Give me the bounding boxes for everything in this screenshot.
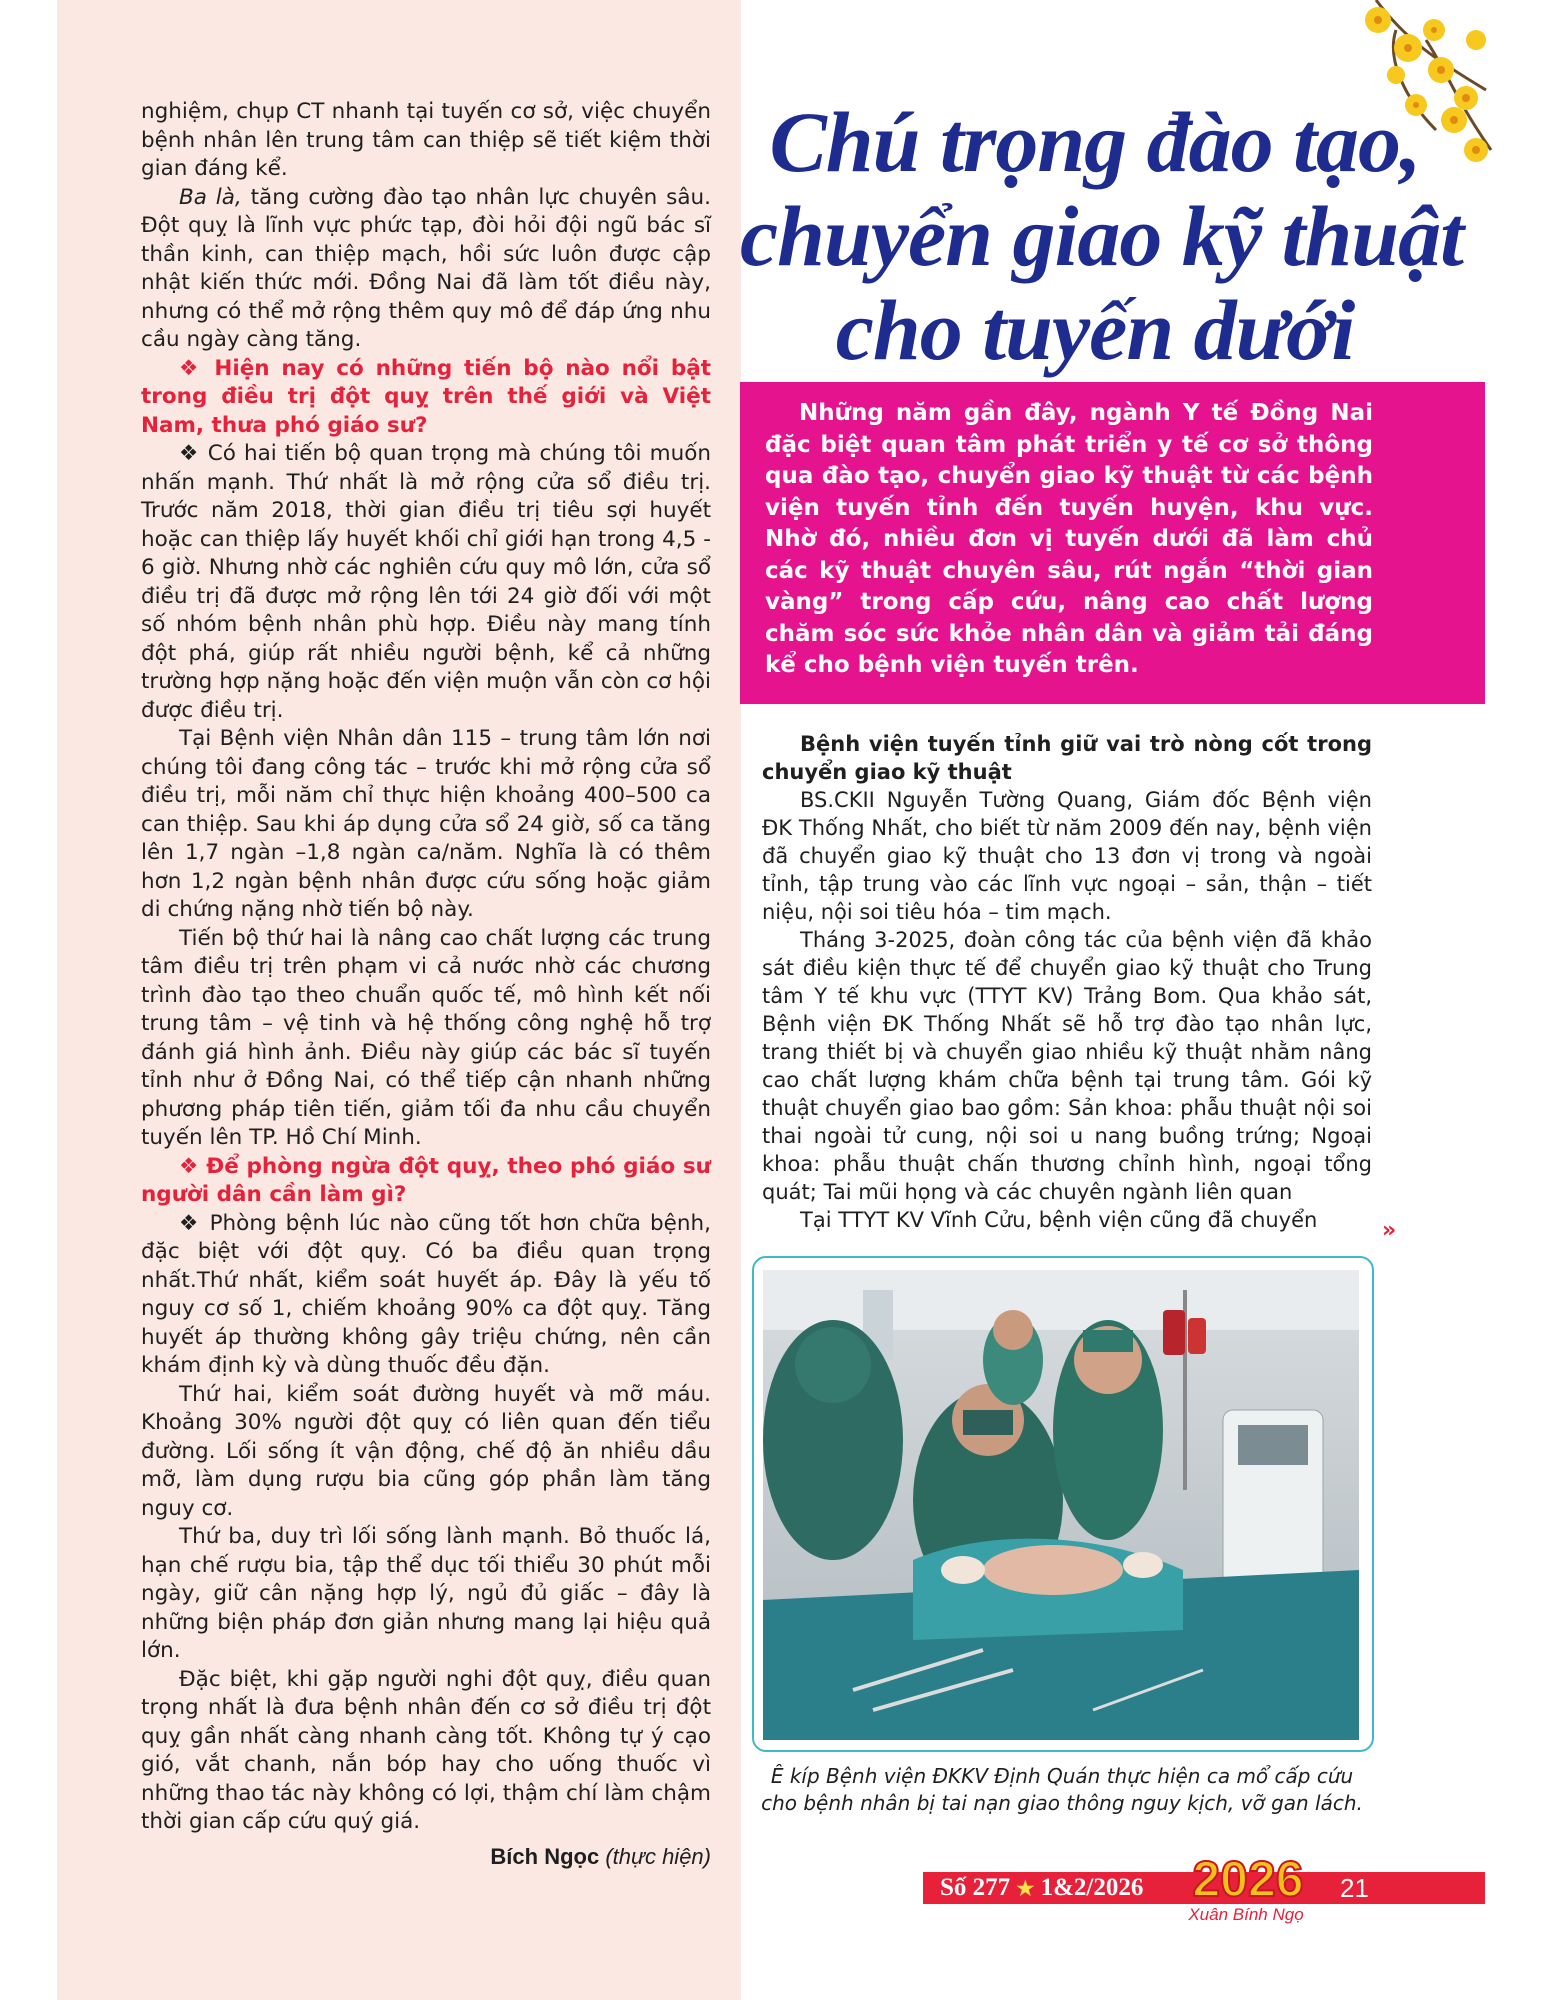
title-line: chuyển giao kỹ thuật: [740, 188, 1464, 284]
paragraph-body: tăng cường đào tạo nhân lực chuyên sâu. Đột quỵ là lĩnh vực phức tạp, đòi hỏi đội ngũ bác sĩ thần kinh, can thiệp mạch, hồi sức luôn được cập nhật kiến thức mới. Đồng Nai đã làm tốt điều này, nhưng có thể mở rộng thêm quy mô để đáp ứng nhu cầu ngày càng tăng.: [141, 184, 711, 352]
title-line: Chú trọng đào tạo,: [769, 94, 1421, 190]
surgery-scene-image: [763, 1270, 1359, 1740]
paragraph: nghiệm, chụp CT nhanh tại tuyến cơ sở, việc chuyển bệnh nhân lên trung tâm can thiệp sẽ tiết kiệm thời gian đáng kể.: [141, 99, 711, 181]
continue-arrow-icon: »: [1382, 1218, 1393, 1243]
right-article-text: [762, 730, 1372, 1234]
left-article-text: [141, 98, 711, 1871]
issue-number: Số 277: [940, 1874, 1011, 1901]
paragraph-lead: Ba là,: [179, 184, 242, 210]
lead-paragraph: [765, 398, 1373, 682]
tagline: Xuân Bính Ngọ: [1188, 1905, 1304, 1924]
title-line: cho tuyến dưới: [835, 282, 1355, 378]
paragraph: Tháng 3-2025, đoàn công tác của bệnh viện đã khảo sát điều kiện thực tế để chuyển giao kỹ thuật cho Trung tâm Y tế khu vực (TTYT KV) Trảng Bom. Qua khảo sát, Bệnh viện ĐK Thống Nhất sẽ hỗ trợ đào tạo nhân lực, trang thiết bị và chuyển giao nhiều kỹ thuật nhằm nâng cao chất lượng khám chữa bệnh tại trung tâm. Gói kỹ thuật chuyển giao bao gồm: Sản khoa: phẫu thuật nội soi thai ngoài tử cung, nội soi u nang buồng trứng; Ngoại khoa: phẫu thuật chấn thương chỉnh hình, ngoại tổng quát; Tai mũi họng và các chuyên ngành liên quan: [762, 928, 1372, 1204]
paragraph: BS.CKII Nguyễn Tường Quang, Giám đốc Bệnh viện ĐK Thống Nhất, cho biết từ năm 2009 đến nay, bệnh viện đã chuyển giao kỹ thuật cho 13 đơn vị trong và ngoài tỉnh, tập trung vào các lĩnh vực ngoại – sản, thận – tiết niệu, nội soi tiêu hóa – tim mạch.: [762, 788, 1372, 924]
photo-caption: Ê kíp Bệnh viện ĐKKV Định Quán thực hiện ca mổ cấp cứu cho bệnh nhân bị tai nạn giao thông nguy kịch, vỡ gan lách.: [761, 1764, 1363, 1815]
paragraph: Thứ hai, kiểm soát đường huyết và mỡ máu. Khoảng 30% người đột quỵ có liên quan đến tiểu đường. Lối sống ít vận động, chế độ ăn nhiều dầu mỡ, làm dụng rượu bia cũng góp phần làm tăng nguy cơ.: [141, 1381, 711, 1521]
surgery-photo: [763, 1270, 1359, 1740]
lead-text: Những năm gần đây, ngành Y tế Đồng Nai đặc biệt quan tâm phát triển y tế cơ sở thông qua đào tạo, chuyển giao kỹ thuật từ các bệnh viện tuyến tỉnh đến tuyến huyện, khu vực. Nhờ đó, nhiều đơn vị tuyến dưới đã làm chủ các kỹ thuật chuyên sâu, rút ngắn “thời gian vàng” trong cấp cứu, nâng cao chất lượng chăm sóc sức khỏe nhân dân và giảm tải đáng kể cho bệnh viện tuyến trên.: [765, 400, 1373, 678]
paragraph: Tiến bộ thứ hai là nâng cao chất lượng các trung tâm điều trị trên phạm vi cả nước nhờ các chương trình đào tạo theo chuẩn quốc tế, mô hình kết nối trung tâm – vệ tinh và hệ thống công nghệ hỗ trợ đánh giá hình ảnh. Điều này giúp các bác sĩ tuyến tỉnh như ở Đồng Nai, có thể tiếp cận nhanh những phương pháp tiên tiến, giảm tối đa nhu cầu chuyển tuyến lên TP. Hồ Chí Minh.: [141, 925, 711, 1150]
subheading: Bệnh viện tuyến tỉnh giữ vai trò nòng cốt trong chuyển giao kỹ thuật: [762, 732, 1372, 784]
author-role: (thực hiện): [605, 1843, 711, 1869]
year-text: 2026: [1192, 1852, 1304, 1904]
paragraph: Tại Bệnh viện Nhân dân 115 – trung tâm lớn nơi chúng tôi đang công tác – trước khi mở rộng cửa sổ điều trị, mỗi năm chỉ thực hiện khoảng 400–500 ca can thiệp. Sau khi áp dụng cửa sổ 24 giờ, số ca tăng lên 1,7 ngàn –1,8 ngàn ca/năm. Nghĩa là có thêm hơn 1,2 ngàn bệnh nhân được cứu sống hoặc giảm di chứng nặng nhờ tiến bộ này.: [141, 726, 711, 922]
paragraph: Đặc biệt, khi gặp người nghi đột quỵ, điều quan trọng nhất là đưa bệnh nhân đến cơ sở điều trị đột quỵ gần nhất càng nhanh càng tốt. Không tự ý cạo gió, vắt chanh, nắn bóp hay cho uống thuốc vì những thao tác này không có lợi, thậm chí làm chậm thời gian cấp cứu quý giá.: [141, 1666, 711, 1834]
paragraph: [141, 184, 711, 355]
star-icon: ★: [1016, 1878, 1035, 1900]
byline: [141, 1843, 711, 1872]
interview-question: ❖ Hiện nay có những tiến bộ nào nổi bật trong điều trị đột quỵ trên thế giới và Việt Nam, thưa phó giáo sư?: [141, 355, 711, 438]
issue-date: 1&2/2026: [1040, 1874, 1144, 1901]
year-logo: [1186, 1852, 1310, 1904]
paragraph: Thứ ba, duy trì lối sống lành mạnh. Bỏ thuốc lá, hạn chế rượu bia, tập thể dục tối thiểu 30 phút mỗi ngày, giữ cân nặng hợp lý, ngủ đủ giấc – đây là những biện pháp đơn giản nhưng mang lại hiệu quả lớn.: [141, 1524, 711, 1663]
article-title: [740, 94, 1464, 378]
paragraph: Tại TTYT KV Vĩnh Cửu, bệnh viện cũng đã chuyển: [800, 1208, 1318, 1232]
paragraph: ❖ Có hai tiến bộ quan trọng mà chúng tôi muốn nhấn mạnh. Thứ nhất là mở rộng cửa sổ điều trị. Trước năm 2018, thời gian điều trị tiêu sợi huyết hoặc can thiệp lấy huyết khối chỉ giới hạn trong 4,5 - 6 giờ. Nhưng nhờ các nghiên cứu quy mô lớn, cửa sổ điều trị đã được mở rộng lên tới 24 giờ đối với một số nhóm bệnh nhân phù hợp. Điều này mang tính đột phá, giúp rất nhiều người bệnh, kể cả những trường hợp nặng hoặc đến viện muộn vẫn còn cơ hội được điều trị.: [141, 441, 711, 723]
page-number: 21: [1340, 1873, 1369, 1903]
interview-question: ❖ Để phòng ngừa đột quỵ, theo phó giáo sư người dân cần làm gì?: [141, 1153, 711, 1207]
issue-label: [940, 1873, 1143, 1904]
author-name: Bích Ngọc: [490, 1843, 600, 1869]
paragraph: ❖ Phòng bệnh lúc nào cũng tốt hơn chữa bệnh, đặc biệt với đột quỵ. Có ba điều quan trọng nhất.Thứ nhất, kiểm soát huyết áp. Đây là yếu tố nguy cơ số 1, chiếm khoảng 90% ca đột quỵ. Tăng huyết áp thường không gây triệu chứng, nên cần khám định kỳ và dùng thuốc đều đặn.: [141, 1210, 711, 1378]
